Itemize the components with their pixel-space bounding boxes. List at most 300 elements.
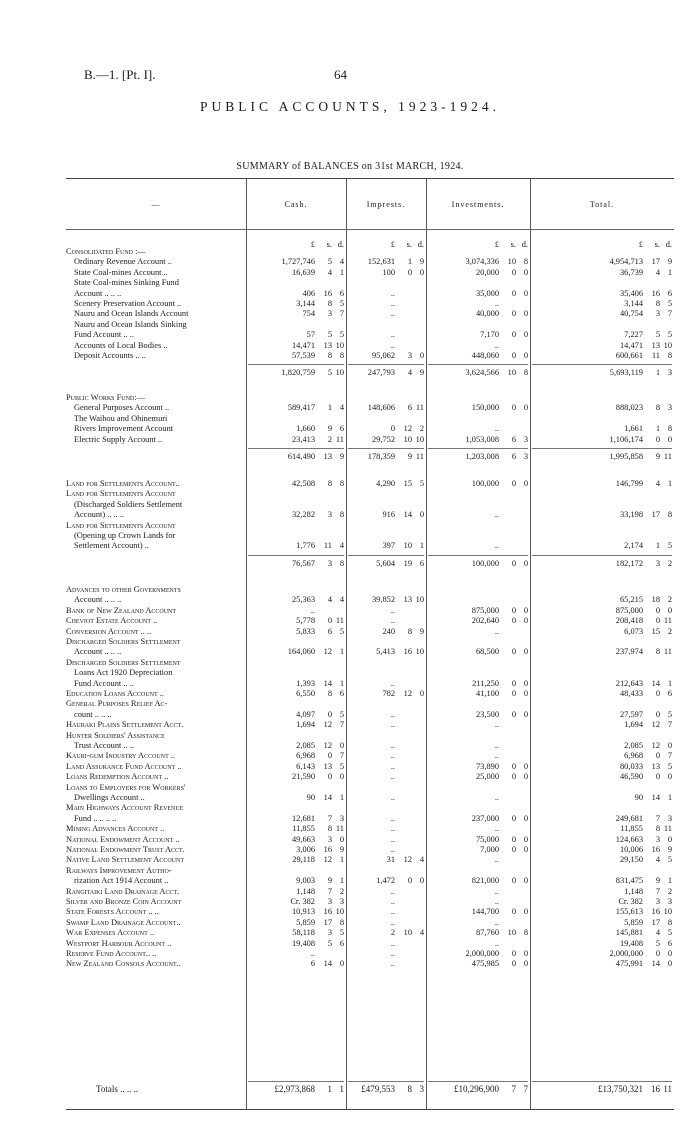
amount-pence: [412, 341, 424, 351]
row-label: Rivers Improvement Account: [74, 424, 174, 434]
amount-pounds: ..: [390, 949, 395, 958]
amount-pence: 11: [335, 434, 344, 444]
amount-pence: [412, 751, 424, 761]
amount-pounds: 23,500: [475, 709, 499, 719]
amount-pounds: £13,750,321: [598, 1084, 643, 1094]
amount-shillings: 0: [511, 772, 516, 782]
amount-pounds: 146,799: [615, 479, 643, 488]
cell-inv: [428, 824, 528, 834]
amount-shillings: 0: [511, 558, 516, 568]
table-row: [66, 341, 674, 351]
row-label: General Purposes Relief Ac-: [66, 699, 168, 709]
amount-pounds: 875,000: [615, 605, 643, 615]
col-head-cash: Cash.: [284, 200, 308, 209]
amount-pence: [412, 299, 424, 309]
amount-pounds: 6,550: [296, 689, 315, 698]
table-row: [66, 689, 674, 699]
cell-inv: [428, 627, 528, 637]
amount-pence: 2: [339, 886, 344, 896]
cell-tot: [532, 907, 672, 917]
cell-tot: [532, 959, 672, 969]
row-label: Westport Harbour Account ..: [66, 938, 172, 948]
table-row: [66, 247, 674, 257]
amount-shillings: [502, 918, 516, 928]
amount-pence: 0: [523, 479, 528, 488]
cell-cash: [248, 751, 344, 761]
cell-imp: [348, 939, 424, 949]
amount-shillings: 10: [403, 541, 412, 551]
amount-pence: 2: [419, 424, 424, 434]
cell-imp: [348, 424, 424, 434]
amount-pence: [412, 824, 424, 834]
amount-shillings: 8: [327, 689, 332, 698]
amount-shillings: 3: [655, 897, 660, 906]
amount-pence: 7: [523, 1084, 528, 1094]
amount-pence: 1: [339, 1084, 344, 1094]
amount-shillings: 12: [651, 741, 660, 750]
cell-tot: [532, 627, 672, 637]
table-row: [66, 435, 674, 445]
amount-shillings: 14: [651, 959, 660, 969]
amount-pounds: £2,973,868: [274, 1084, 315, 1094]
amount-pounds: 406: [302, 288, 315, 298]
amount-shillings: [502, 424, 516, 434]
amount-pounds: ..: [390, 720, 395, 730]
amount-pounds: 211,250: [472, 678, 499, 688]
amount-pence: [516, 887, 528, 897]
amount-pence: 10: [335, 340, 344, 350]
amount-pence: 5: [667, 855, 672, 865]
amount-shillings: [398, 814, 412, 824]
amount-pounds: 7,170: [480, 330, 499, 340]
unit-s: s.: [326, 240, 332, 249]
amount-shillings: 3: [407, 351, 412, 360]
cell-cash: [248, 606, 344, 616]
subtotal-rule: [348, 364, 424, 365]
cell-inv: [428, 710, 528, 720]
row-label: Conversion Account .. ..: [66, 626, 152, 636]
row-label: Rangitaiki Land Drainage Acct.: [66, 886, 180, 896]
amount-pounds: 1,776: [296, 541, 315, 551]
amount-shillings: [502, 887, 516, 897]
amount-pence: 3: [523, 434, 528, 444]
amount-pence: 1: [667, 793, 672, 802]
amount-pence: 10: [415, 434, 424, 444]
amount-pence: [332, 949, 344, 959]
table-row: [66, 699, 674, 709]
amount-shillings: 7: [655, 813, 660, 823]
row-label: New Zealand Consols Account..: [66, 959, 181, 969]
table-row: [66, 531, 674, 541]
amount-pounds: £479,553: [361, 1084, 395, 1094]
amount-pence: 0: [339, 834, 344, 844]
amount-pounds: 3,624,566: [465, 368, 499, 378]
unit-p: £: [494, 240, 499, 249]
amount-pence: 10: [663, 340, 672, 350]
row-label: Deposit Accounts .. ..: [74, 351, 146, 360]
amount-shillings: [502, 741, 516, 751]
table-row: [66, 918, 674, 928]
amount-pounds: 5,413: [376, 647, 395, 657]
amount-pence: 0: [523, 616, 528, 626]
amount-shillings: 12: [651, 720, 660, 730]
amount-pence: 0: [523, 605, 528, 615]
amount-pounds: 75,000: [475, 834, 499, 844]
amount-pounds: ..: [390, 340, 395, 350]
amount-shillings: 0: [511, 403, 516, 413]
row-label: Trust Account .. ..: [74, 741, 134, 750]
amount-pounds: 1,148: [624, 886, 643, 896]
amount-pence: 0: [523, 351, 528, 360]
amount-pence: 5: [667, 330, 672, 340]
amount-pence: 10: [335, 907, 344, 917]
amount-shillings: [502, 824, 516, 834]
amount-pounds: 25,000: [475, 772, 499, 782]
table-row: [66, 845, 674, 855]
cell-tot: [532, 949, 672, 959]
amount-shillings: [502, 341, 516, 351]
amount-shillings: [398, 949, 412, 959]
amount-pounds: 448,060: [471, 351, 499, 360]
cell-cash: [248, 341, 344, 351]
amount-pounds: ..: [494, 720, 499, 730]
amount-pounds: 614,490: [287, 452, 315, 461]
amount-pence: [412, 309, 424, 319]
amount-pounds: 155,613: [615, 907, 643, 917]
cell-imp: [348, 341, 424, 351]
amount-shillings: 0: [655, 751, 660, 761]
cell-imp: [348, 741, 424, 751]
amount-shillings: 3: [655, 309, 660, 319]
amount-shillings: 0: [511, 309, 516, 319]
amount-pounds: 11,855: [292, 824, 315, 834]
amount-shillings: 0: [511, 949, 516, 958]
amount-pounds: 68,500: [475, 647, 499, 657]
amount-pence: 0: [419, 876, 424, 886]
amount-pounds: 2: [390, 928, 395, 938]
amount-pence: 8: [523, 928, 528, 938]
amount-shillings: 0: [655, 605, 660, 615]
amount-pence: [412, 897, 424, 907]
amount-pounds: 145,881: [615, 928, 643, 938]
totals-label: Totals .. .. ..: [96, 1084, 139, 1094]
amount-pence: 0: [523, 267, 528, 277]
cell-imp: [348, 289, 424, 299]
table-row: [66, 521, 674, 531]
cell-tot: [532, 762, 672, 772]
cell-tot: [532, 403, 672, 413]
amount-pence: 0: [667, 949, 672, 958]
row-label: Discharged Soldiers Settlement: [66, 657, 181, 667]
amount-pounds: 80,033: [619, 761, 643, 771]
amount-pounds: ..: [494, 340, 499, 350]
row-label: Main Highways Account Revenue: [66, 803, 184, 813]
amount-pence: 0: [339, 741, 344, 750]
cell-inv: [428, 510, 528, 520]
amount-shillings: 9: [327, 876, 332, 886]
amount-pence: 11: [415, 403, 424, 413]
amount-pounds: 29,752: [371, 434, 395, 444]
amount-pounds: 5,833: [296, 626, 315, 636]
table-row: [66, 616, 674, 626]
cell-imp: [348, 907, 424, 917]
row-label: rization Act 1914 Account ..: [74, 876, 169, 886]
amount-pence: 0: [523, 330, 528, 340]
cell-cash: [248, 403, 344, 413]
cell-cash: [248, 424, 344, 434]
cell-tot: [532, 845, 672, 855]
amount-pence: 10: [663, 907, 672, 917]
cell-inv: [428, 257, 528, 267]
amount-pounds: £10,296,900: [454, 1084, 499, 1094]
amount-pounds: 212,643: [615, 678, 643, 688]
row-label: Swamp Land Drainage Account..: [66, 917, 181, 927]
subtotal-rule: [248, 448, 344, 449]
amount-pounds: 754: [302, 309, 315, 319]
amount-shillings: 9: [327, 424, 332, 434]
amount-pence: 6: [667, 938, 672, 948]
amount-pence: 6: [667, 689, 672, 698]
cell-imp: [348, 824, 424, 834]
amount-pence: [516, 341, 528, 351]
row-label: (Discharged Soldiers Settlement: [74, 499, 183, 509]
cell-cash: [248, 772, 344, 782]
table-row: [66, 268, 674, 278]
cell-inv: [428, 689, 528, 699]
amount-shillings: 8: [407, 1084, 412, 1094]
table-row: [66, 939, 674, 949]
cell-inv: [428, 368, 528, 378]
row-label: Kauri-gum Industry Account ..: [66, 751, 176, 761]
unit-d: d.: [337, 240, 344, 249]
amount-shillings: 12: [403, 689, 412, 698]
amount-shillings: [502, 855, 516, 865]
amount-pence: 11: [663, 647, 672, 657]
amount-pence: 0: [523, 907, 528, 917]
amount-shillings: [398, 289, 412, 299]
cell-inv: [428, 647, 528, 657]
amount-pence: 10: [335, 368, 344, 378]
row-label: Reserve Fund Account.. ..: [66, 949, 157, 958]
amount-pounds: 27,597: [619, 709, 643, 719]
amount-shillings: 0: [511, 845, 516, 854]
cell-cash: [248, 541, 344, 551]
cell-imp: [348, 772, 424, 782]
table-row: [66, 783, 674, 793]
amount-pence: 4: [339, 541, 344, 551]
amount-shillings: 10: [507, 257, 516, 267]
amount-pence: 7: [667, 751, 672, 761]
cell-imp: [348, 689, 424, 699]
amount-pounds: 35,000: [475, 288, 499, 298]
amount-shillings: [502, 939, 516, 949]
cell-imp: [348, 918, 424, 928]
cell-inv: [428, 793, 528, 803]
amount-shillings: [398, 907, 412, 917]
amount-shillings: 8: [655, 299, 660, 308]
amount-shillings: [502, 751, 516, 761]
cell-imp: [348, 452, 424, 462]
amount-pounds: ..: [390, 616, 395, 626]
amount-pounds: ..: [390, 886, 395, 896]
amount-pounds: 4,097: [296, 709, 315, 719]
amount-shillings: [398, 772, 412, 782]
amount-pence: 3: [667, 897, 672, 906]
amount-pounds: 875,000: [471, 605, 499, 615]
amount-pounds: 49,663: [291, 834, 315, 844]
cell-inv: [428, 897, 528, 907]
cell-inv: [428, 330, 528, 340]
amount-pence: [412, 845, 424, 855]
amount-pence: [516, 424, 528, 434]
cell-cash: [248, 939, 344, 949]
amount-shillings: 0: [655, 689, 660, 698]
cell-imp: [348, 559, 424, 569]
amount-pence: 8: [667, 424, 672, 434]
amount-pounds: 100: [382, 267, 395, 277]
cell-imp: [348, 627, 424, 637]
amount-pence: 4: [339, 403, 344, 413]
amount-pounds: 202,640: [471, 616, 499, 626]
amount-pence: 9: [339, 452, 344, 461]
row-label: Education Loans Account ..: [66, 689, 164, 698]
cell-imp: [348, 793, 424, 803]
amount-pence: 0: [419, 689, 424, 698]
cell-imp: [348, 855, 424, 865]
cell-cash: [248, 510, 344, 520]
amount-pounds: 237,974: [615, 647, 643, 657]
amount-shillings: 1: [407, 257, 412, 267]
amount-pounds: ..: [390, 813, 395, 823]
amount-shillings: 16: [323, 845, 332, 854]
amount-pounds: 6,073: [624, 626, 643, 636]
amount-pounds: ..: [390, 709, 395, 719]
amount-shillings: 9: [655, 452, 660, 461]
amount-pounds: 9,003: [296, 876, 315, 886]
cell-tot: [532, 424, 672, 434]
amount-pounds: ..: [494, 424, 499, 434]
cell-inv: [428, 835, 528, 845]
cell-cash: [248, 257, 344, 267]
amount-shillings: 13: [651, 761, 660, 771]
cell-imp: [348, 595, 424, 605]
amount-pounds: ..: [390, 959, 395, 969]
amount-pounds: 41,100: [475, 689, 499, 698]
amount-shillings: 0: [655, 616, 660, 626]
amount-pounds: 144,700: [471, 907, 499, 917]
cell-inv: [428, 679, 528, 689]
amount-pounds: ..: [390, 761, 395, 771]
cell-tot: [532, 918, 672, 928]
cell-tot: [532, 510, 672, 520]
amount-pounds: 782: [382, 689, 395, 698]
amount-shillings: 14: [651, 793, 660, 802]
subtotal-rule: [532, 364, 672, 365]
cell-inv: [428, 403, 528, 413]
amount-shillings: 12: [403, 424, 412, 434]
amount-pounds: 12,681: [291, 813, 315, 823]
amount-shillings: 5: [655, 938, 660, 948]
cell-cash: [248, 595, 344, 605]
amount-shillings: 4: [655, 267, 660, 277]
amount-shillings: [398, 751, 412, 761]
cell-cash: [248, 679, 344, 689]
table-row: [66, 510, 674, 520]
cell-tot: [532, 368, 672, 378]
amount-pence: 1: [667, 267, 672, 277]
amount-pounds: 1,820,759: [281, 368, 315, 378]
table-row: [66, 876, 674, 886]
amount-pounds: ..: [390, 824, 395, 834]
amount-pounds: 148,606: [367, 403, 395, 413]
amount-pounds: 1,106,174: [609, 434, 643, 444]
amount-pence: 6: [339, 689, 344, 698]
cell-cash: [248, 710, 344, 720]
amount-pounds: 33,198: [619, 510, 643, 520]
amount-shillings: 6: [511, 434, 516, 444]
amount-pence: 5: [339, 928, 344, 938]
cell-cash: [248, 452, 344, 462]
amount-pounds: 36,739: [619, 267, 643, 277]
amount-pounds: ..: [494, 897, 499, 906]
amount-pence: [412, 959, 424, 969]
row-label: Hauraki Plains Settlement Acct.: [66, 720, 184, 730]
amount-pounds: 35,406: [619, 288, 643, 298]
amount-pounds: ..: [494, 541, 499, 551]
cell-inv: [428, 341, 528, 351]
amount-shillings: 13: [323, 340, 332, 350]
page-number: 64: [334, 67, 347, 82]
subtotal-rule: [348, 555, 424, 556]
amount-shillings: [502, 510, 516, 520]
amount-pounds: 5,778: [296, 616, 315, 626]
unit-d: d.: [417, 240, 424, 249]
header-rule: [66, 229, 674, 230]
amount-shillings: 3: [327, 897, 332, 906]
cell-cash: [248, 720, 344, 730]
unit-d: d.: [665, 240, 672, 249]
cell-inv: [428, 814, 528, 824]
cell-cash: [248, 309, 344, 319]
cell-cash: [248, 1084, 344, 1094]
amount-pounds: ..: [390, 793, 395, 802]
amount-pounds: ..: [390, 907, 395, 917]
cell-tot: [532, 710, 672, 720]
table-row: [66, 309, 674, 319]
amount-pence: 0: [523, 845, 528, 854]
amount-pence: 2: [667, 886, 672, 896]
amount-pounds: 29,118: [292, 855, 315, 865]
subtotal-rule: [428, 448, 528, 449]
row-label: Land for Settlements Account: [66, 489, 176, 499]
amount-pounds: 23,413: [291, 434, 315, 444]
cell-tot: [532, 855, 672, 865]
amount-pence: [516, 939, 528, 949]
cell-tot: [532, 751, 672, 761]
cell-imp: [348, 928, 424, 938]
cell-cash: [248, 814, 344, 824]
amount-pounds: ..: [390, 678, 395, 688]
amount-shillings: 3: [327, 834, 332, 844]
cell-tot: [532, 772, 672, 782]
amount-shillings: 12: [323, 855, 332, 865]
cell-inv: [428, 772, 528, 782]
amount-pounds: 20,000: [475, 267, 499, 277]
unit-d: d.: [521, 240, 528, 249]
row-label: Account .. .. ..: [74, 288, 122, 298]
cell-cash: [248, 627, 344, 637]
table-row: [66, 330, 674, 340]
